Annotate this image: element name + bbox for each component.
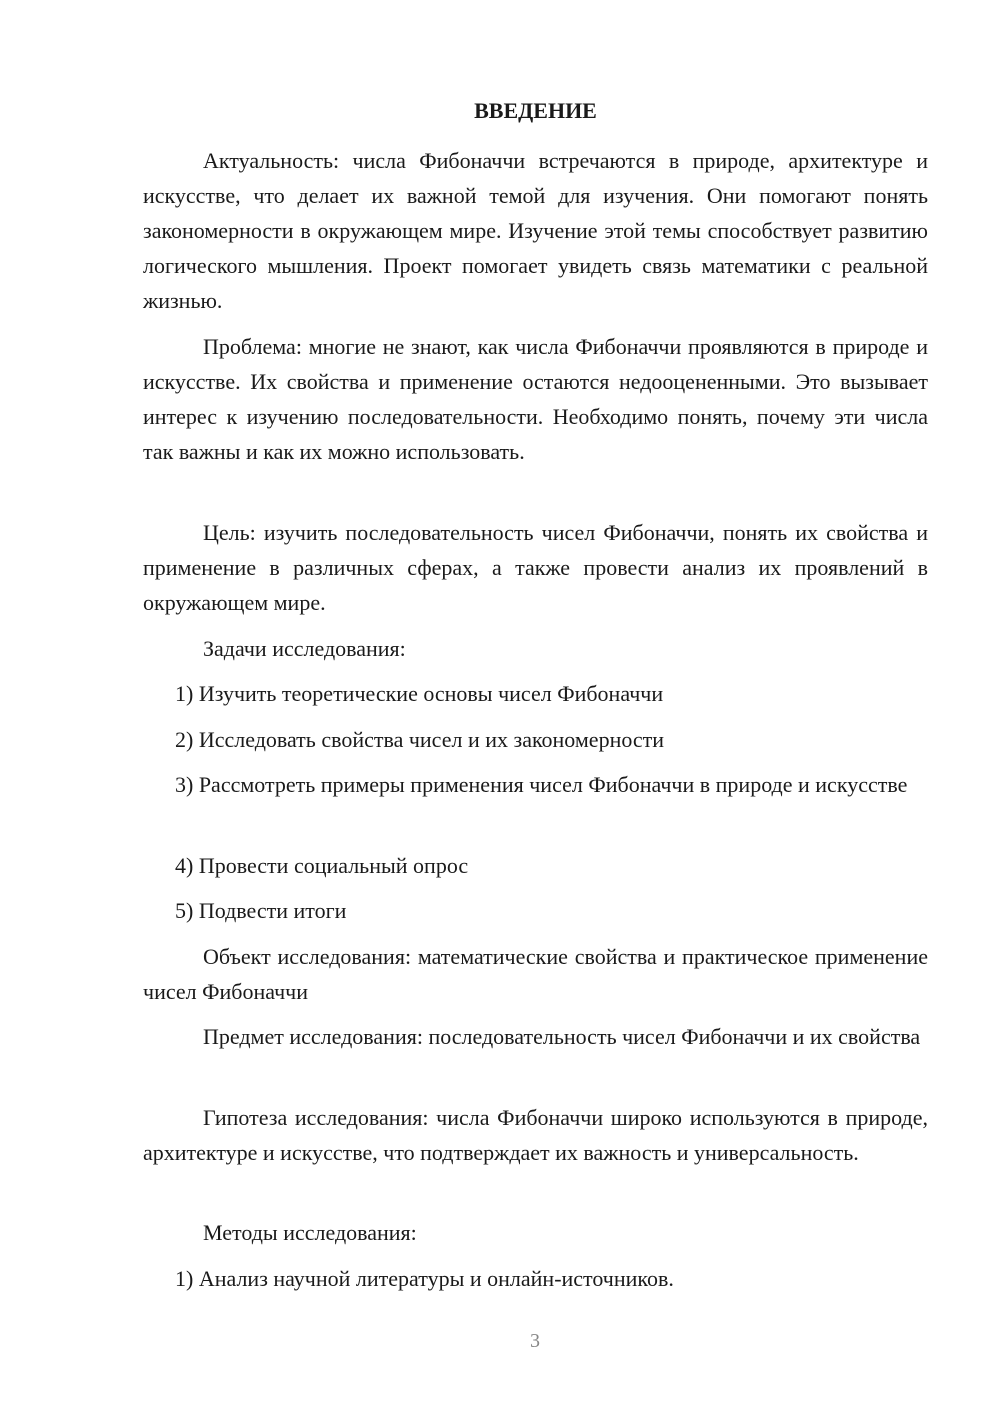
paragraph-relevance: Актуальность: числа Фибоначчи встречаются в природе, архитектуре и искусстве, что делает их важной темой для изучения. Они помогают понять закономерности в окружающем мире. Изучение этой темы способствует развитию логического мышления. Проект помогает увидеть связь математики с реальной жизнью.: [143, 148, 928, 313]
list-item-task-5: 5) Подвести итоги: [175, 898, 347, 923]
paragraph-goal: Цель: изучить последовательность чисел Фибоначчи, понять их свойства и применение в различных сферах, а также провести анализ их проявлений в окружающем мире.: [143, 520, 928, 615]
section-heading: ВВЕДЕНИЕ: [474, 98, 597, 123]
tasks-title: Задачи исследования:: [203, 636, 406, 661]
list-item-task-1: 1) Изучить теоретические основы чисел Фибоначчи: [175, 681, 664, 706]
list-item-task-2: 2) Исследовать свойства чисел и их закономерности: [175, 727, 665, 752]
page-number: 3: [530, 1330, 540, 1352]
paragraph-subject: Предмет исследования: последовательность чисел Фибоначчи и их свойства: [203, 1024, 921, 1049]
methods-title: Методы исследования:: [203, 1220, 417, 1245]
paragraph-object: Объект исследования: математические свойства и практическое применение чисел Фибоначчи: [143, 944, 928, 1004]
paragraph-hypothesis: Гипотеза исследования: числа Фибоначчи широко используются в природе, архитектуре и искусстве, что подтверждает их важность и универсальность.: [143, 1105, 928, 1165]
list-item-method-1: 1) Анализ научной литературы и онлайн-источников.: [175, 1266, 674, 1291]
paragraph-problem: Проблема: многие не знают, как числа Фибоначчи проявляются в природе и искусстве. Их свойства и применение остаются недооцененными. Это вызывает интерес к изучению последовательности. Необходимо понять, почему эти числа так важны и как их можно использовать.: [143, 334, 928, 464]
list-item-task-3: 3) Рассмотреть примеры применения чисел Фибоначчи в природе и искусстве: [175, 772, 908, 797]
list-item-task-4: 4) Провести социальный опрос: [175, 853, 469, 878]
